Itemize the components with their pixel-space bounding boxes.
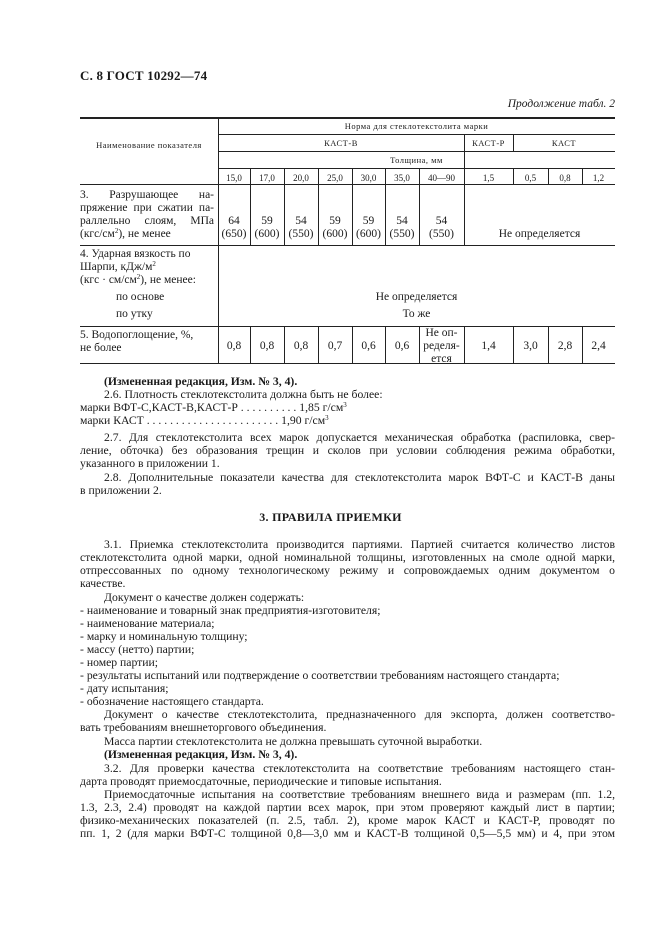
brand-kast-r: КАСТ-Р xyxy=(472,138,505,148)
row3-label-line: 3. Разрушающее на- xyxy=(80,189,214,201)
document-list-item: - номер партии; xyxy=(80,656,159,669)
row3-value-kgf: (650) xyxy=(221,228,247,240)
paragraph-3-2-line: Приемосдаточные испытания на соответствие требованиям внешнего вида и размерам (пп. 1.2, xyxy=(104,788,615,801)
paragraph-2-6: 2.6. Плотность стеклотекстолита должна быть не более: xyxy=(104,388,383,401)
row5-value: 1,4 xyxy=(481,340,496,352)
brand-kast-v: КАСТ-В xyxy=(324,138,358,148)
row5-value: 3,0 xyxy=(523,340,538,352)
row3-value: 54 xyxy=(396,215,408,227)
paragraph-2-7-line: 2.7. Для стеклотекстолита всех марок допускается механическая обработка (распиловка, свер- xyxy=(104,431,615,444)
row3-value: 59 xyxy=(362,215,375,227)
row3-not-determined: Не определяется xyxy=(498,228,581,240)
row5-value: 2,4 xyxy=(591,340,606,352)
row3-value-kgf: (600) xyxy=(254,228,280,240)
paragraph-3-2-line: пп. 1, 2 (для марки ВФТ-С толщиной 0,8—3,0 мм и КАСТ-В толщиной 0,5—5,5 мм) и 4, при этом xyxy=(80,827,615,840)
paragraph-2-8-line: в приложении 2. xyxy=(80,484,162,497)
row3-value: 54 xyxy=(295,215,307,227)
thickness-value: 0,5 xyxy=(524,173,537,183)
document-list-item: - массу (нетто) партии; xyxy=(80,643,195,656)
row3-value: 54 xyxy=(435,215,448,227)
revision-note: (Измененная редакция, Изм. № 3, 4). xyxy=(104,748,298,761)
document-intro: Документ о качестве должен содержать: xyxy=(104,591,305,604)
paragraph-3-2-line: дарта проводят приемосдаточные, периодические и типовые испытания. xyxy=(80,775,442,788)
row5-value: 0,7 xyxy=(327,340,343,352)
paragraph-2-7-line: ление, обточка) без образования трещин и сколов при условии соблюдения режима обработки, xyxy=(80,444,615,457)
document-list-item: - результаты испытаний или подтверждение о соответствии требованиям настоящего стандарта; xyxy=(80,669,560,682)
row5-value: 0,6 xyxy=(361,340,376,352)
paragraph-2-8-line: 2.8. Дополнительные показатели качества для стеклотекстолита марок ВФТ-С и КАСТ-В даны xyxy=(104,471,615,484)
revision-note: (Измененная редакция, Изм. № 3, 4). xyxy=(104,375,298,388)
row3-value-kgf: (600) xyxy=(356,228,381,240)
row3-label-line: пряжение при сжатии па- xyxy=(80,202,214,214)
row3-label-line: раллельно слоям, МПа xyxy=(80,215,214,227)
density-line-2: марки КАСТ . . . . . . . . . . . . . . . . . . . . . . . 1,90 $г/см^3$ xyxy=(80,414,329,427)
row5-not-determined-line: ределя- xyxy=(423,340,460,352)
thickness-value: 40—90 xyxy=(428,173,455,183)
thickness-header: Толщина, мм xyxy=(390,155,443,165)
thickness-value: 1,5 xyxy=(482,173,495,183)
row3-value: 64 xyxy=(228,215,240,227)
thickness-value: 20,0 xyxy=(293,173,309,183)
thickness-value: 17,0 xyxy=(259,173,275,183)
document-list-item: - наименование и товарный знак предприятия-изготовителя; xyxy=(80,604,381,617)
row4-label-line: $(кгс \cdot см/см^2)$, не менее: xyxy=(80,273,196,286)
thickness-value: 1,2 xyxy=(592,173,605,183)
thickness-value: 15,0 xyxy=(226,173,242,183)
row4-weft-label: по утку xyxy=(116,308,153,320)
row5-not-determined-line: Не оп- xyxy=(425,327,458,339)
mass-paragraph: Масса партии стеклотекстолита не должна превышать суточной выработки. xyxy=(104,735,483,748)
paragraph-3-2-line: 3.2. Для проверки качества стеклотекстолита на соответствие требованиям настоящего стан- xyxy=(104,762,615,775)
paragraph-3-1-line: качестве. xyxy=(80,577,126,590)
row5-value: 0,8 xyxy=(293,340,309,352)
export-paragraph-line: вать требованиям внешнеторгового объединения. xyxy=(80,721,327,734)
page-header: С. 8 ГОСТ 10292—74 xyxy=(80,68,208,83)
paragraph-3-2-line: физико-механических показателей (п. 2.5, табл. 2), кроме марок КАСТ и КАСТ-Р, проводят по xyxy=(80,814,615,827)
properties-table xyxy=(80,117,615,364)
row5-not-determined-line: ется xyxy=(431,353,452,365)
thickness-value: 35,0 xyxy=(394,173,410,183)
row4-weft-value: То же xyxy=(402,308,431,320)
row3-value: 59 xyxy=(261,215,273,227)
export-paragraph-line: Документ о качестве стеклотекстолита, предназначенного для экспорта, должен соответство- xyxy=(104,708,615,721)
row5-label-line: 5. Водопоглощение, %, xyxy=(80,329,194,341)
row5-value: 0,8 xyxy=(226,340,242,352)
row5-value: 0,6 xyxy=(394,340,410,352)
row4-label-line: 4. Ударная вязкость по xyxy=(80,248,191,260)
brand-kast: КАСТ xyxy=(551,138,577,148)
row3-value-kgf: (550) xyxy=(389,228,415,240)
document-list-item: - марку и номинальную толщину; xyxy=(80,630,248,643)
document-list-item: - дату испытания; xyxy=(80,682,169,695)
paragraph-3-1-line: отпрессованных по одному технологическому режиму и сопровождаемых одним документом о xyxy=(80,564,615,577)
row3-value-kgf: (550) xyxy=(288,228,314,240)
paragraph-3-1-line: стеклотекстолита одной марки, одной номинальной толщины, изготовленных на смоле одной марки, xyxy=(80,551,615,564)
row5-value: 2,8 xyxy=(557,340,573,352)
density-line-1: марки ВФТ-С,КАСТ-В,КАСТ-Р . . . . . . . . . . 1,85 $г/см^3$ xyxy=(80,401,347,414)
section-title: 3. ПРАВИЛА ПРИЕМКИ xyxy=(259,510,402,524)
table-continuation-label: Продолжение табл. 2 xyxy=(507,98,615,110)
row3-value-kgf: (600) xyxy=(322,228,348,240)
document-list-item: - обозначение настоящего стандарта. xyxy=(80,695,264,708)
paragraph-2-7-line: указанного в приложении 1. xyxy=(80,457,220,470)
column-header-indicator: Наименование показателя xyxy=(96,140,202,150)
document-list-item: - наименование материала; xyxy=(80,617,215,630)
row3-value: 59 xyxy=(329,215,341,227)
paragraph-3-2-line: 1.3, 2.3, 2.4) проводят на каждой партии всех марок, при этом проверяют каждый лист в партии; xyxy=(80,801,615,814)
thickness-value: 0,8 xyxy=(559,173,571,183)
norm-header: Норма для стеклотекстолита марки xyxy=(344,121,489,131)
row3-label-line: $(кгс/см^2)$, не менее xyxy=(80,227,171,240)
row4-base-label: по основе xyxy=(116,291,165,303)
thickness-value: 30,0 xyxy=(360,173,377,183)
paragraph-3-1-line: 3.1. Приемка стеклотекстолита производится партиями. Партией считается количество листов xyxy=(104,538,615,551)
row3-value-kgf: (550) xyxy=(429,228,454,240)
row5-label-line: не более xyxy=(80,342,122,354)
thickness-value: 25,0 xyxy=(327,173,343,183)
row4-base-value: Не определяется xyxy=(375,291,458,303)
row4-label-line: Шарпи, кДж/$м^2$ xyxy=(80,260,156,273)
row5-value: 0,8 xyxy=(259,340,275,352)
